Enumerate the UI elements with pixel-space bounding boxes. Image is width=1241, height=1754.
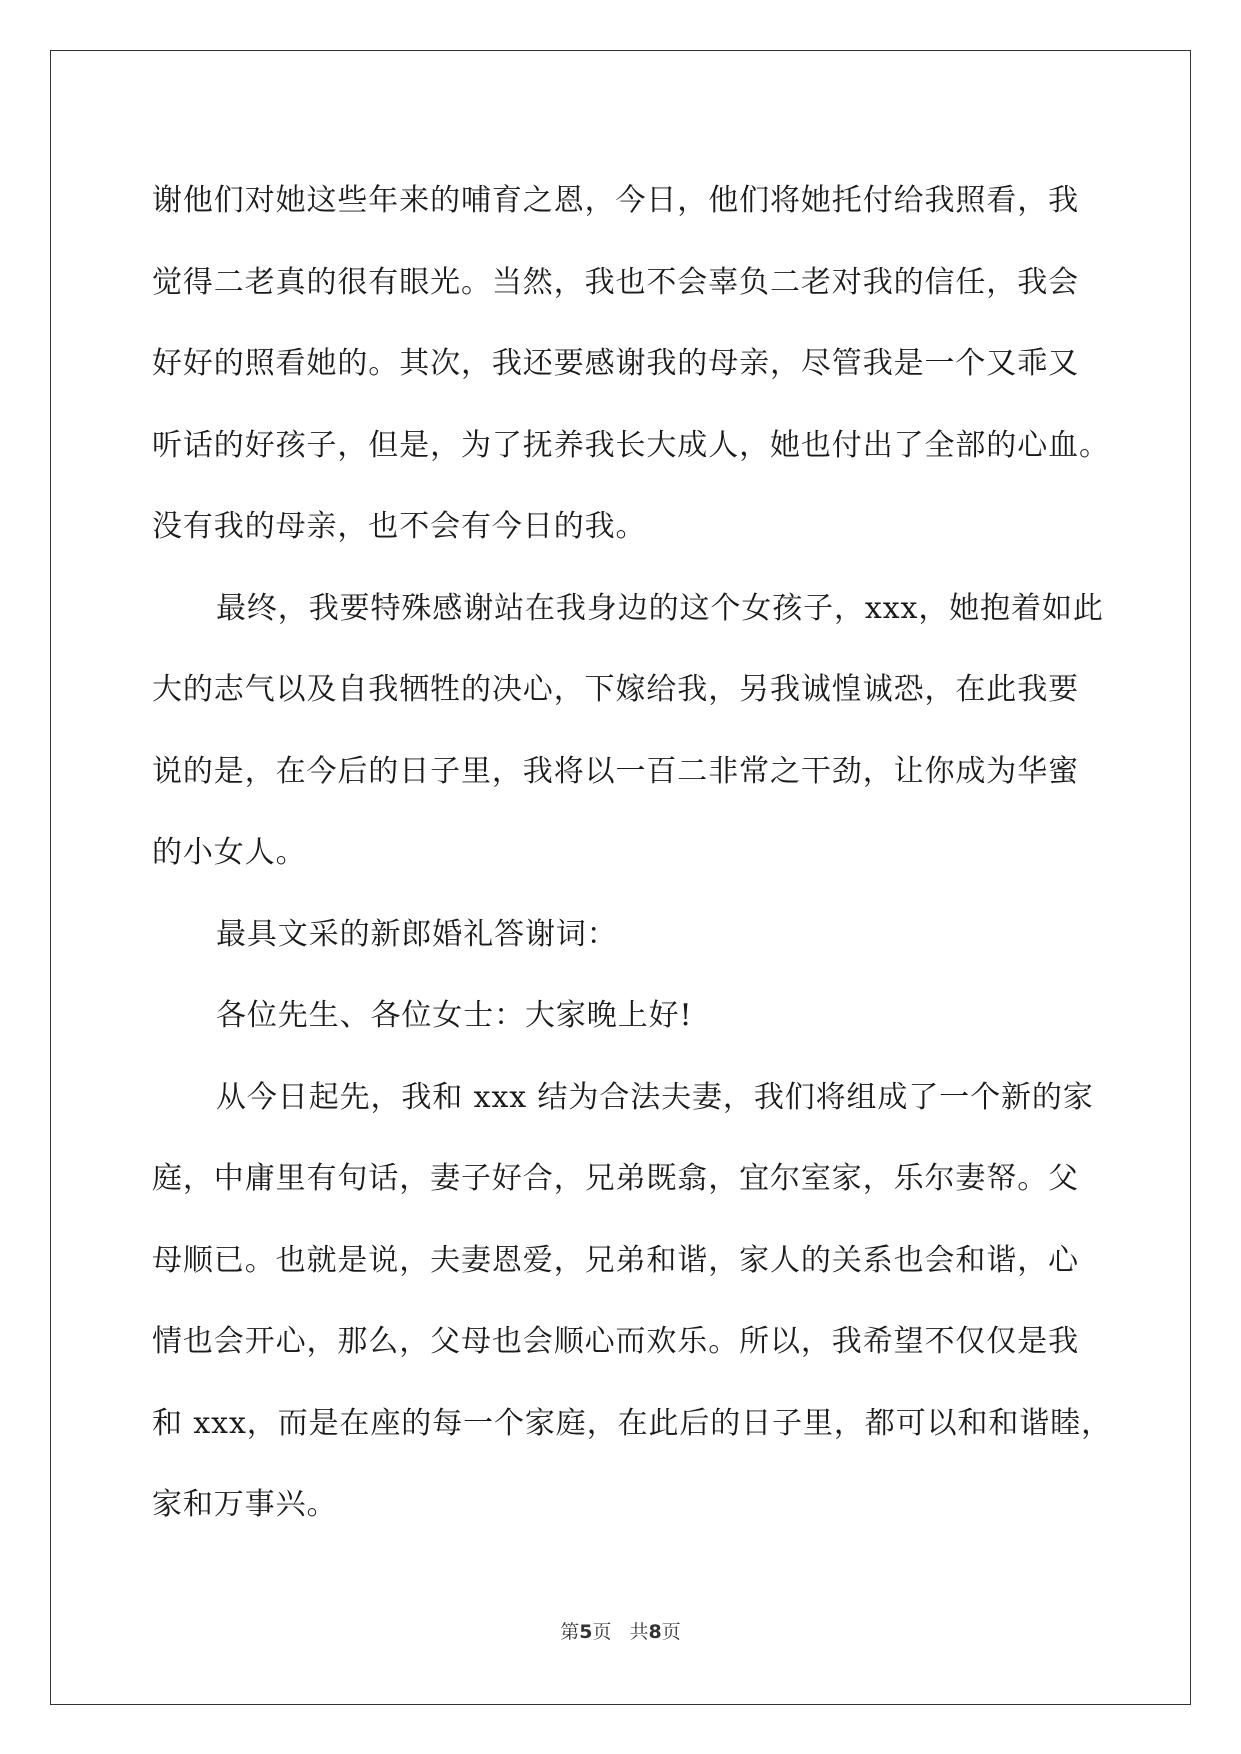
text-line: 说的是，在今后的日子里，我将以一百二非常之干劲，让你成为华蜜 <box>152 753 1079 789</box>
total-page-number: 8 <box>648 1621 662 1643</box>
footer-page-word: 页 <box>592 1621 612 1643</box>
text-line: 听话的好孩子，但是，为了抚养我长大成人，她也付出了全部的心血。 <box>152 427 1110 463</box>
text-line: 的小女人。 <box>152 835 307 870</box>
text-line: 和 xxx，而是在座的每一个家庭，在此后的日子里，都可以和和谐睦， <box>152 1405 1112 1441</box>
text-line: 母顺已。也就是说，夫妻恩爱，兄弟和谐，家人的关系也会和谐，心 <box>152 1242 1079 1278</box>
text-line: 最终，我要特殊感谢站在我身边的这个女孩子，xxx，她抱着如此 <box>216 590 1104 626</box>
text-line: 家和万事兴。 <box>152 1487 338 1522</box>
text-line: 大的志气以及自我牺牲的决心，下嫁给我，另我诚惶诚恐，在此我要 <box>152 672 1079 707</box>
text-line: 好好的照看她的。其次，我还要感谢我的母亲，尽管我是一个又乖又 <box>152 346 1079 381</box>
text-line: 从今日起先，我和 xxx 结为合法夫妻，我们将组成了一个新的家 <box>216 1079 1094 1115</box>
footer-suffix: 页 <box>661 1621 681 1643</box>
text-line: 谢他们对她这些年来的哺育之恩，今日，他们将她托付给我照看，我 <box>152 183 1079 218</box>
page-footer <box>0 1620 1241 1644</box>
current-page-number: 5 <box>579 1621 593 1643</box>
document-body <box>152 160 1112 1546</box>
text-line: 情也会开心，那么，父母也会顺心而欢乐。所以，我希望不仅仅是我 <box>152 1324 1079 1359</box>
greeting-line: 各位先生、各位女士：大家晚上好! <box>216 998 693 1033</box>
text-line: 庭，中庸里有句话，妻子好合，兄弟既翕，宜尔室家，乐尔妻帑。父 <box>152 1161 1079 1196</box>
text-line: 没有我的母亲，也不会有今日的我。 <box>152 509 647 544</box>
footer-prefix: 第 <box>560 1621 580 1643</box>
text-line: 觉得二老真的很有眼光。当然，我也不会辜负二老对我的信任，我会 <box>152 264 1079 300</box>
section-heading: 最具文采的新郎婚礼答谢词： <box>216 916 618 952</box>
footer-total-prefix: 共 <box>629 1621 649 1643</box>
